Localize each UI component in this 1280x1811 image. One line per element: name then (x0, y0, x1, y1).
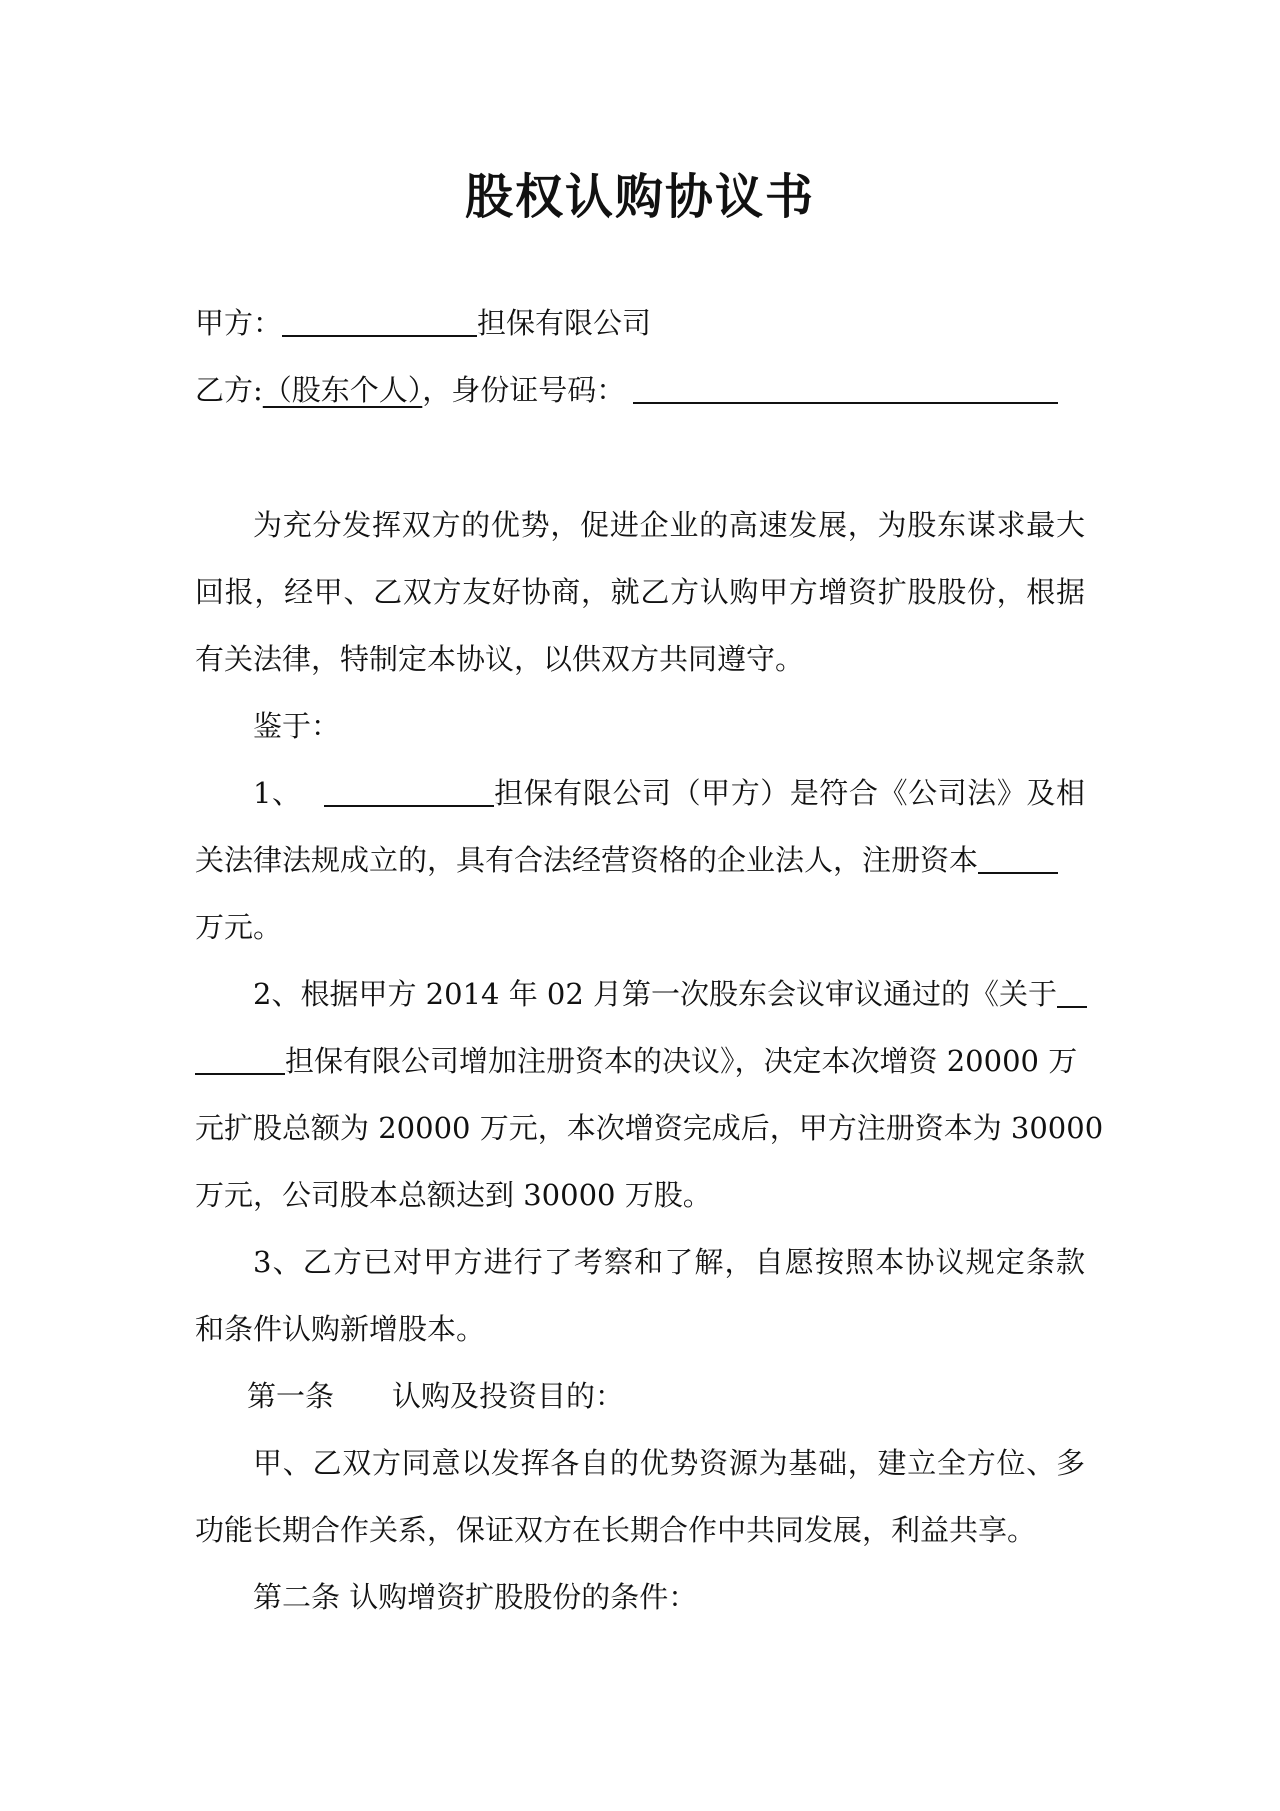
party-b-line (195, 357, 1085, 424)
intro-line-1: 为充分发挥双方的优势，促进企业的高速发展，为股东谋求最大 (253, 508, 1085, 542)
item2-line-2 (195, 1028, 1085, 1095)
article1-heading: 第一条 认购及投资目的： (247, 1379, 625, 1413)
document-title: 股权认购协议书 (464, 169, 815, 225)
item1-company-blank (324, 776, 494, 807)
parties-block (195, 290, 1085, 424)
item2-title-blank-a (1057, 977, 1087, 1008)
item1-line-3: 万元。 (195, 910, 283, 944)
item1-line-1 (195, 760, 1085, 827)
party-a-line (195, 290, 1085, 357)
item1-prefix: 1、 (253, 776, 302, 810)
item2-line2-text: 担保有限公司增加注册资本的决议》，决定本次增资 20000 万 (285, 1044, 1078, 1078)
item2-line1-text: 2、根据甲方 2014 年 02 月第一次股东会议审议通过的《关于 (253, 977, 1058, 1011)
item1-line-2 (195, 827, 1085, 894)
intro-line-2: 回报，经甲、乙双方友好协商，就乙方认购甲方增资扩股股份，根据 (195, 575, 1085, 609)
party-a-name-blank (282, 306, 477, 337)
item2-line-4: 万元，公司股本总额达到 30000 万股。 (195, 1178, 712, 1212)
item3-line-2: 和条件认购新增股本。 (195, 1312, 486, 1346)
party-b-id-label: ，身份证号码： (422, 373, 626, 407)
item1-capital-blank (978, 843, 1058, 874)
item2-line-3: 元扩股总额为 20000 万元，本次增资完成后，甲方注册资本为 30000 (195, 1111, 1104, 1145)
party-b-shareholder: （股东个人） (262, 373, 423, 407)
party-b-id-blank (633, 373, 1058, 404)
item1-line1-rest: 担保有限公司（甲方）是符合《公司法》及相 (493, 776, 1085, 810)
article2-heading: 第二条 认购增资扩股股份的条件： (253, 1580, 698, 1614)
item1-line2-text: 关法律法规成立的，具有合法经营资格的企业法人，注册资本 (195, 843, 979, 877)
item3-line-1: 3、乙方已对甲方进行了考察和了解，自愿按照本协议规定条款 (253, 1245, 1085, 1279)
article1-line-1: 甲、乙双方同意以发挥各自的优势资源为基础，建立全方位、多 (253, 1446, 1085, 1480)
intro-line-3: 有关法律，特制定本协议，以供双方共同遵守。 (195, 642, 805, 676)
party-b-label: 乙方: (195, 373, 263, 407)
whereas-label: 鉴于： (253, 709, 341, 743)
party-a-suffix: 担保有限公司 (477, 306, 652, 340)
item2-line-1 (195, 961, 1085, 1028)
article1-line-2: 功能长期合作关系，保证双方在长期合作中共同发展，利益共享。 (195, 1513, 1037, 1547)
party-a-label: 甲方： (195, 306, 283, 340)
item2-title-blank-b (195, 1044, 285, 1075)
body-block (195, 492, 1104, 1631)
